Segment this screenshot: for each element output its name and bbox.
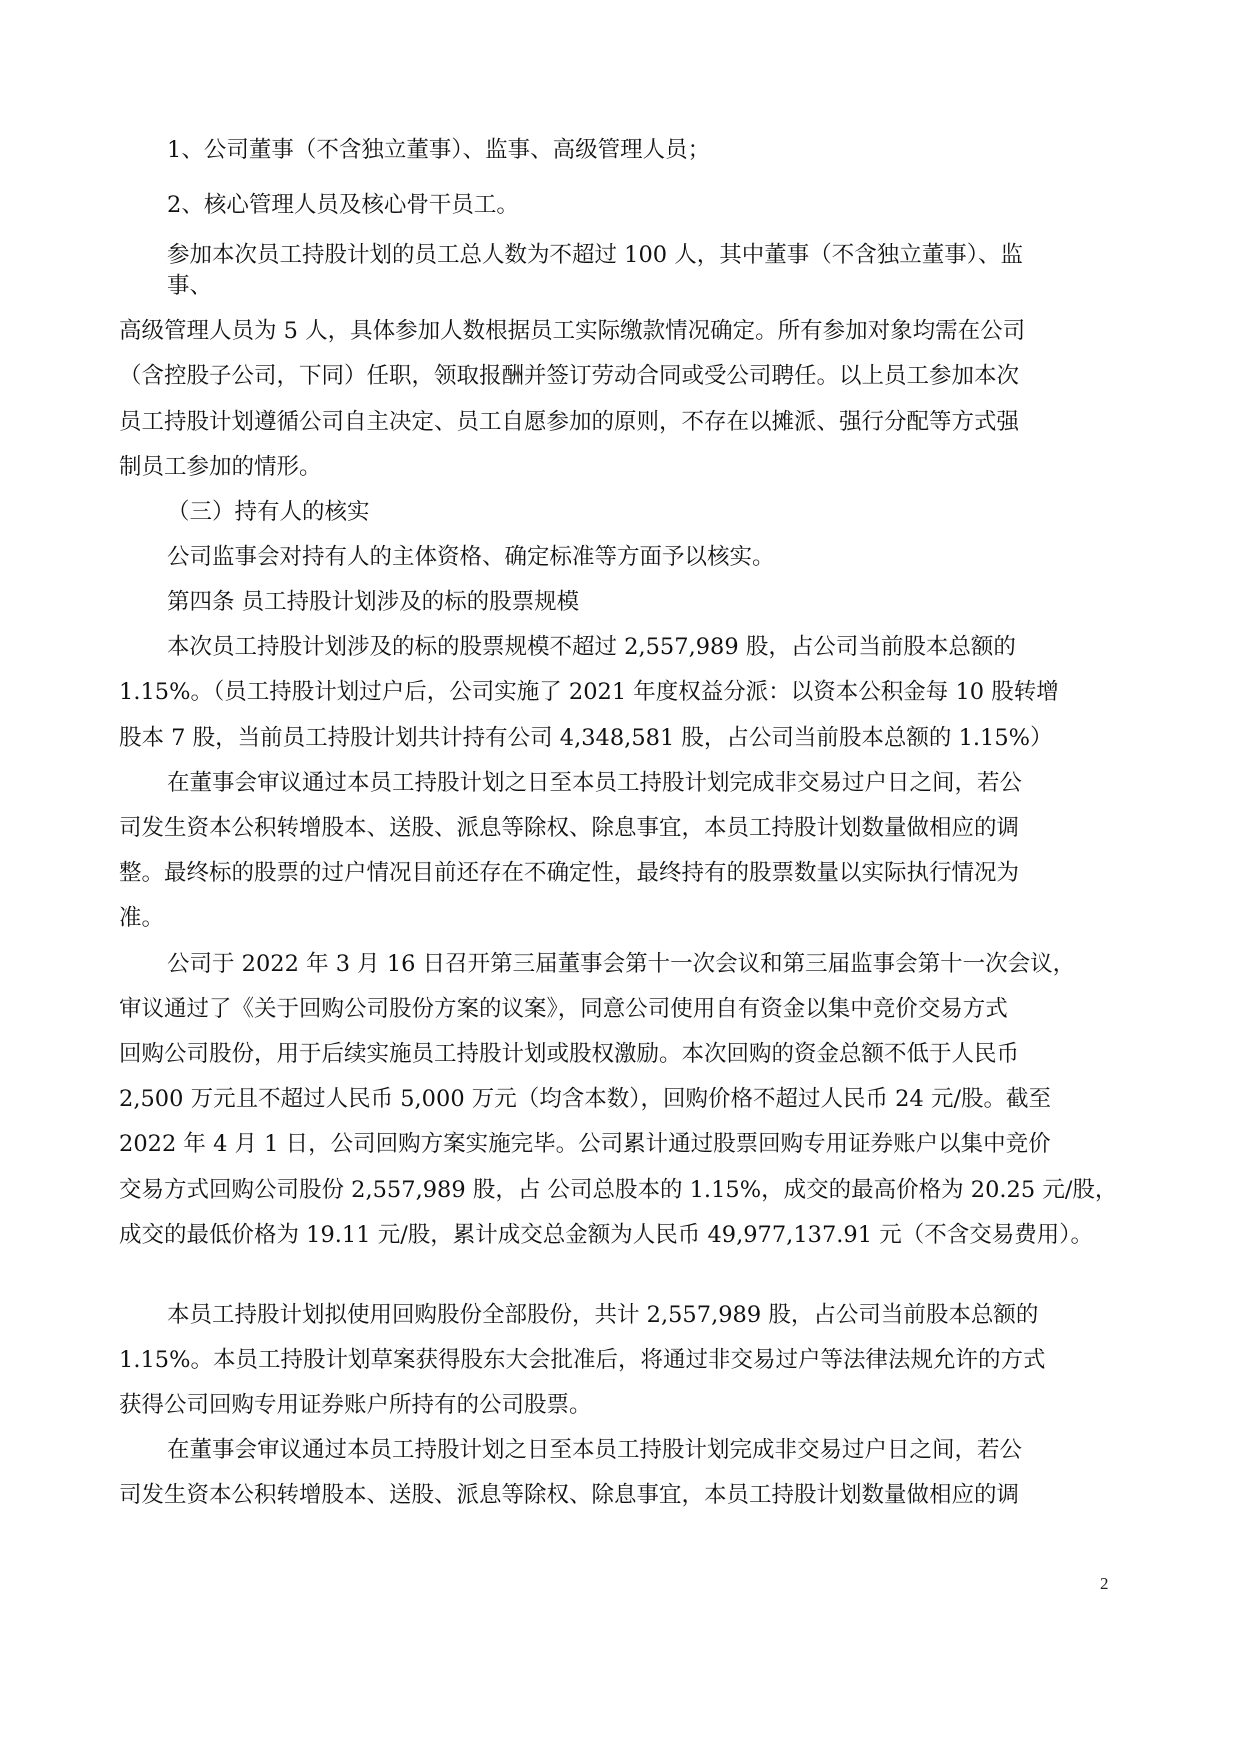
text-line: 高级管理人员为 5 人，具体参加人数根据员工实际缴款情况确定。所有参加对象均需在公司 xyxy=(119,318,1026,344)
text-line: 获得公司回购专用证券账户所持有的公司股票。 xyxy=(119,1392,592,1418)
text-line: 1.15%。（员工持股计划过户后，公司实施了 2021 年度权益分派：以资本公积金每 10 股转增 xyxy=(119,679,1059,705)
text-line: 员工持股计划遵循公司自主决定、员工自愿参加的原则，不存在以摊派、强行分配等方式强 xyxy=(119,409,1020,435)
text-line: 在董事会审议通过本员工持股计划之日至本员工持股计划完成非交易过户日之间，若公 xyxy=(167,770,1023,796)
text-line: 整。最终标的股票的过户情况目前还存在不确定性，最终持有的股票数量以实际执行情况为 xyxy=(119,860,1020,886)
text-line: 参加本次员工持股计划的员工总人数为不超过 100 人，其中董事（不含独立董事）、监 xyxy=(167,242,1024,268)
text-line: 司发生资本公积转增股本、送股、派息等除权、除息事宜，本员工持股计划数量做相应的调 xyxy=(119,1482,1020,1508)
page-number: 2 xyxy=(1100,1574,1109,1593)
text-line: 1、公司董事（不含独立董事）、监事、高级管理人员； xyxy=(167,137,711,163)
text-line: （含控股子公司，下同）任职，领取报酬并签订劳动合同或受公司聘任。以上员工参加本次 xyxy=(119,363,1020,389)
text-line: 司发生资本公积转增股本、送股、派息等除权、除息事宜，本员工持股计划数量做相应的调 xyxy=(119,815,1020,841)
text-line: 在董事会审议通过本员工持股计划之日至本员工持股计划完成非交易过户日之间，若公 xyxy=(167,1437,1023,1463)
text-line: 1.15%。本员工持股计划草案获得股东大会批准后，将通过非交易过户等法律法规允许的方式 xyxy=(119,1347,1046,1373)
text-line: 审议通过了《关于回购公司股份方案的议案》，同意公司使用自有资金以集中竞价交易方式 xyxy=(119,996,1008,1022)
text-line: 准。 xyxy=(119,905,165,931)
text-line: 公司于 2022 年 3 月 16 日召开第三届董事会第十一次会议和第三届监事会第十一次会议， xyxy=(167,951,1076,977)
text-line: 制员工参加的情形。 xyxy=(119,454,322,480)
text-line: 回购公司股份，用于后续实施员工持股计划或股权激励。本次回购的资金总额不低于人民币 xyxy=(119,1041,1020,1067)
text-line: 2022 年 4 月 1 日，公司回购方案实施完毕。公司累计通过股票回购专用证券账户以集中竞价 xyxy=(119,1131,1051,1157)
text-line: 事、 xyxy=(167,273,213,299)
text-line: 2,500 万元且不超过人民币 5,000 万元（均含本数），回购价格不超过人民币 24 元/股。截至 xyxy=(119,1086,1052,1112)
section-heading: （三）持有人的核实 xyxy=(167,499,370,525)
text-line: 成交的最低价格为 19.11 元/股，累计成交总金额为人民币 49,977,137.91 元（不含交易费用）。 xyxy=(119,1222,1093,1248)
text-line: 本员工持股计划拟使用回购股份全部股份，共计 2,557,989 股，占公司当前股本总额的 xyxy=(167,1302,1039,1328)
article-heading: 第四条 员工持股计划涉及的标的股票规模 xyxy=(167,589,580,615)
text-line: 本次员工持股计划涉及的标的股票规模不超过 2,557,989 股，占公司当前股本总额的 xyxy=(167,634,1016,660)
text-line: 股本 7 股，当前员工持股计划共计持有公司 4,348,581 股，占公司当前股本总额的 1.15%） xyxy=(119,725,1053,751)
text-line: 2、核心管理人员及核心骨干员工。 xyxy=(167,192,519,218)
text-line: 交易方式回购公司股份 2,557,989 股，占 公司总股本的 1.15%，成交的最高价格为 20.25 元/股， xyxy=(119,1177,1118,1203)
text-line: 公司监事会对持有人的主体资格、确定标准等方面予以核实。 xyxy=(167,544,775,570)
